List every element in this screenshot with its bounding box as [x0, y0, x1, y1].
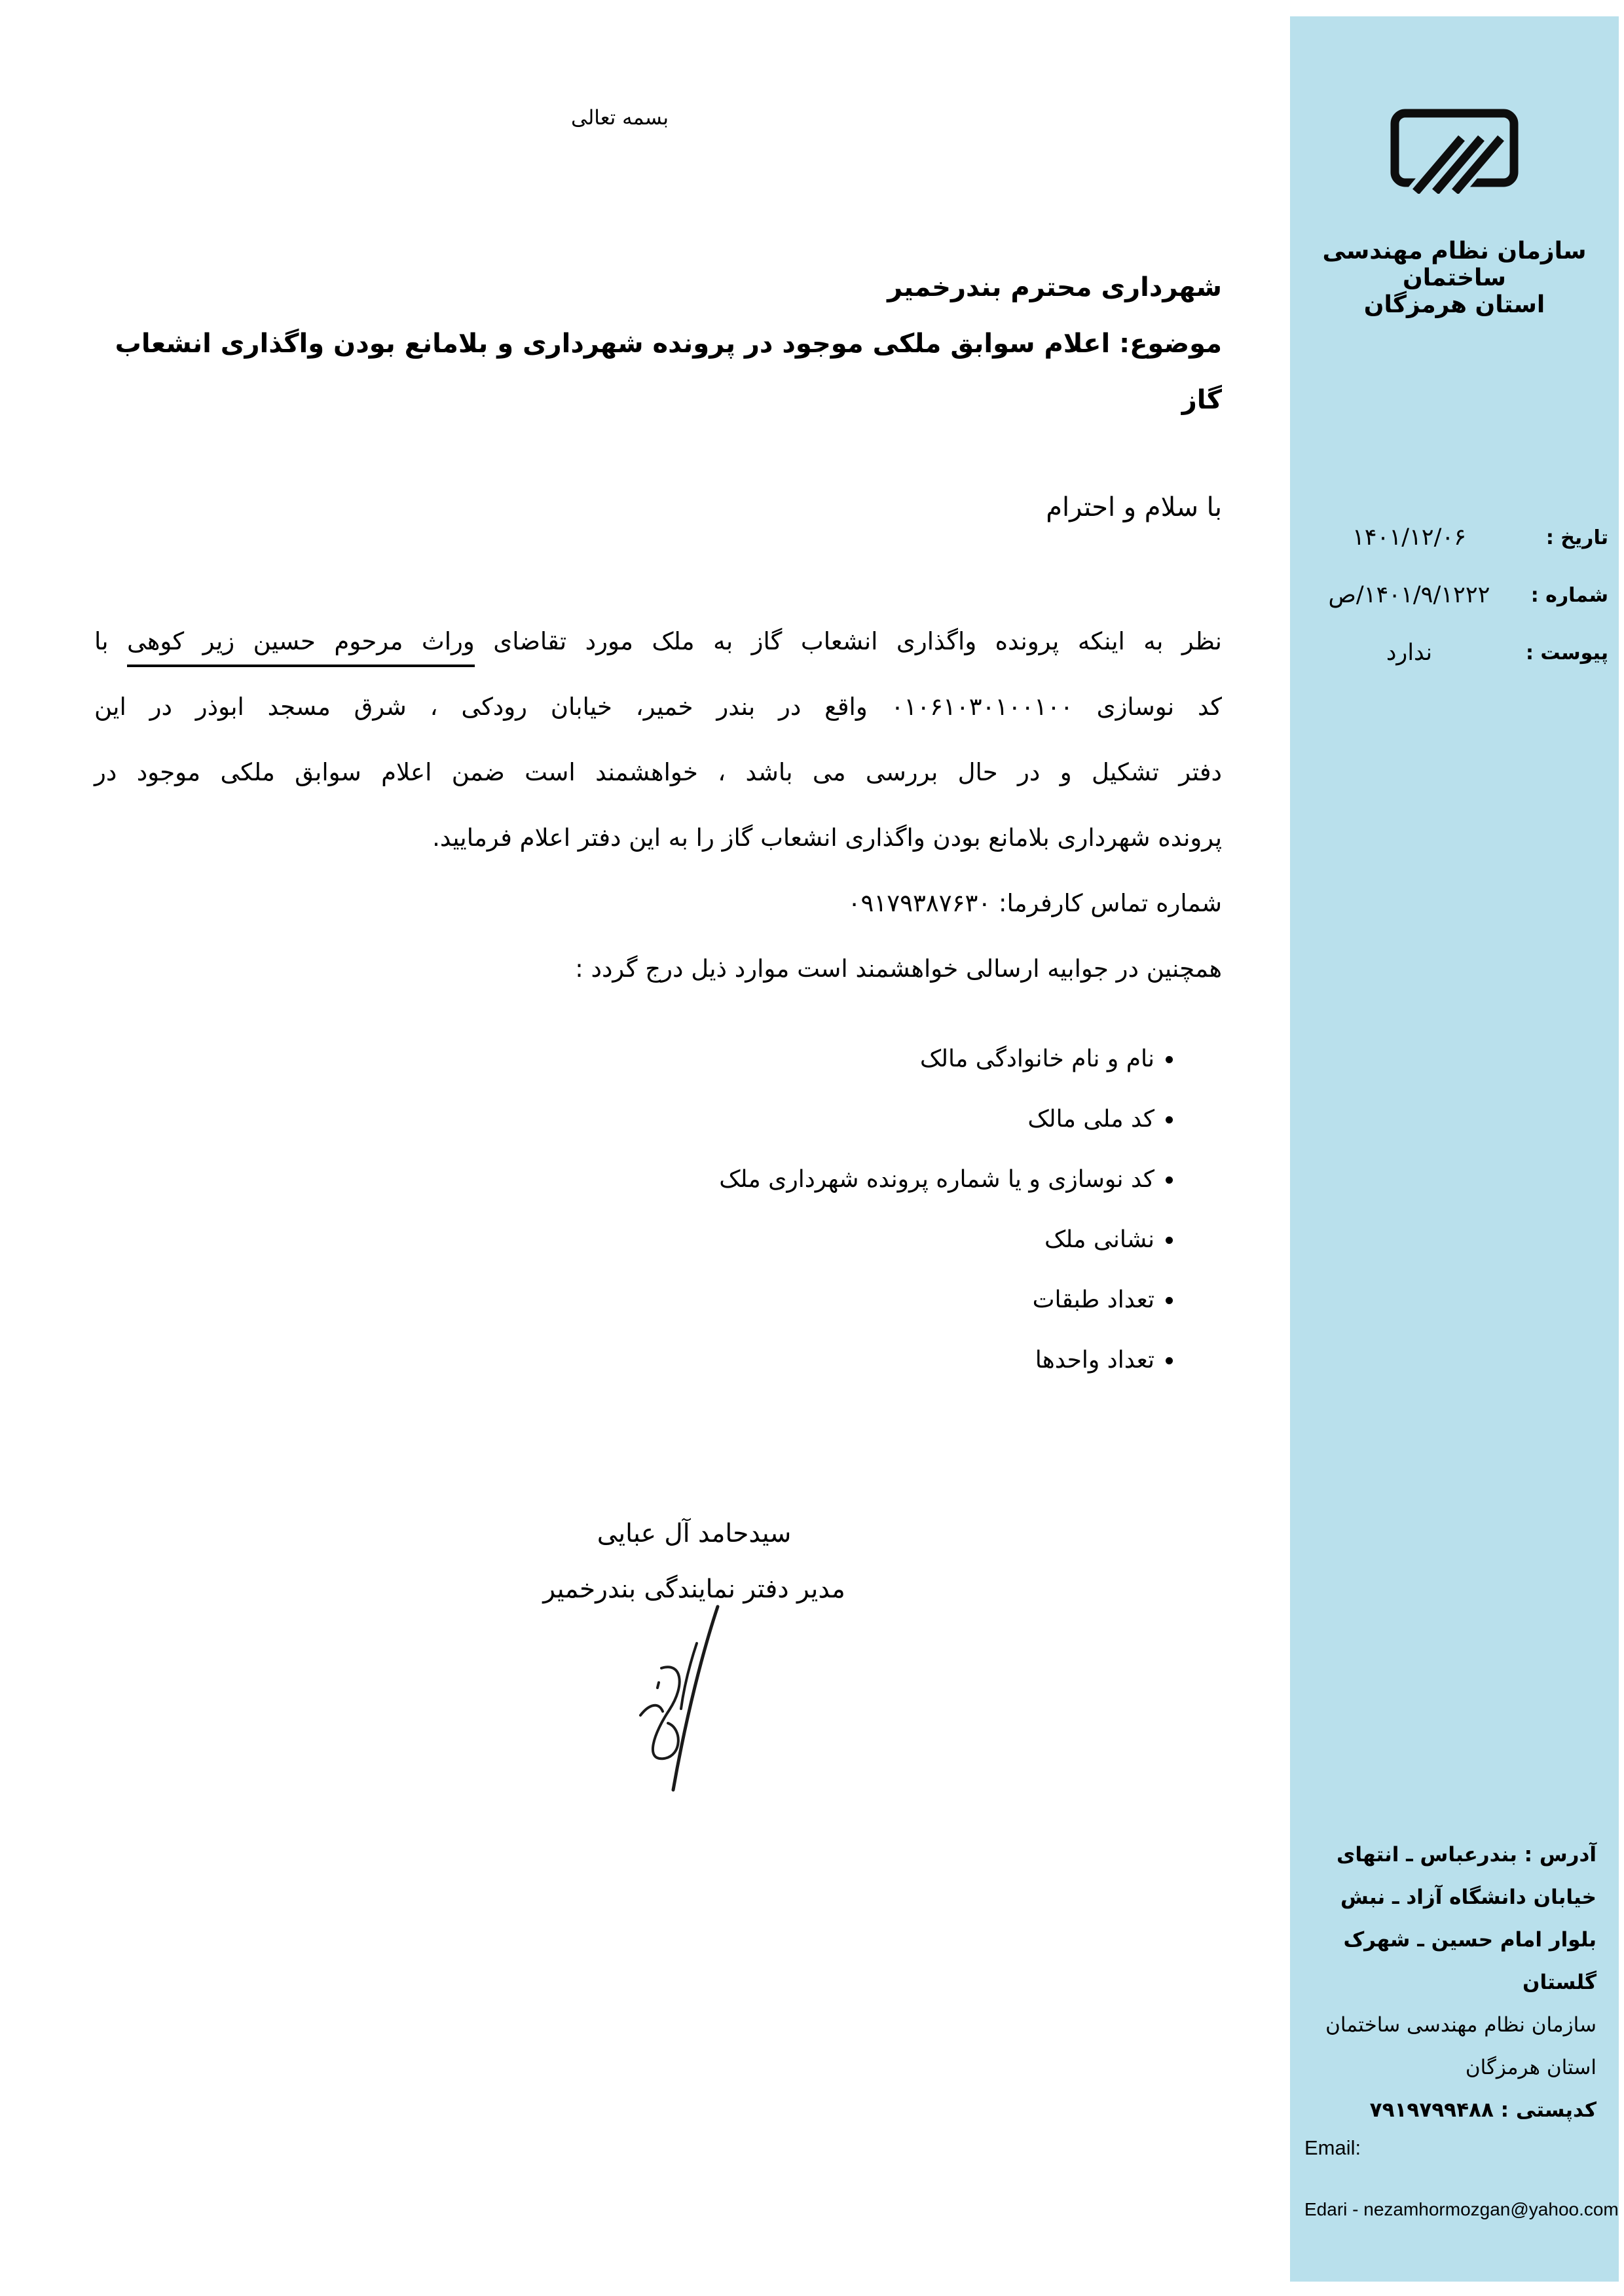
signatory-name: سیدحامد آل عبایی: [597, 1519, 792, 1548]
number-row: [1290, 566, 1619, 624]
letter-meta-fields: [1290, 509, 1619, 682]
bismillah-text: بسمه تعالی: [571, 106, 669, 130]
required-items-list: [719, 1029, 1162, 1391]
subject-line-continued: گاز: [1181, 385, 1222, 415]
address-line: خیابان دانشگاه آزاد ـ نبش: [1340, 1886, 1596, 1909]
attachment-value: ندارد: [1386, 640, 1433, 666]
email-address: Edari - nezamhormozgan@yahoo.com: [1304, 2199, 1619, 2219]
handwritten-signature: [621, 1604, 732, 1796]
number-label: شماره :: [1530, 583, 1608, 607]
reply-request-line: همچنین در جوابیه ارسالی خواهشمند است موارد ذیل درج گردد :: [575, 955, 1222, 983]
date-row: [1290, 509, 1619, 566]
attachment-row: [1290, 624, 1619, 682]
recipient-line: شهرداری محترم بندرخمیر: [887, 272, 1222, 302]
letter-header: [69, 259, 1222, 428]
body-line-1-suffix: با: [94, 627, 128, 655]
address-line: آدرس : بندرعباس ـ انتهای: [1336, 1843, 1596, 1867]
address-line: بلوار امام حسین ـ شهرک: [1343, 1928, 1596, 1952]
date-value: ۱۴۰۱/۱۲/۰۶: [1352, 524, 1466, 551]
body-line-1-prefix: نظر به اینکه پرونده واگذاری انشعاب گاز به ملک مورد تقاضای: [474, 627, 1222, 655]
letterhead-sidebar: [1290, 16, 1619, 2282]
list-item: • تعداد طبقات: [719, 1270, 1154, 1330]
body-line-3: دفتر تشکیل و در حال بررسی می باشد ، خواهشمند است ضمن اعلام سوابق ملکی موجود در: [94, 758, 1222, 786]
body-line-4: پرونده شهرداری بلامانع بودن واگذاری انشعاب گاز را به این دفتر اعلام فرمایید.: [432, 824, 1222, 852]
organization-address: [1299, 1834, 1596, 2132]
list-item: • نشانی ملک: [719, 1210, 1154, 1270]
list-item: • نام و نام خانوادگی مالک: [719, 1029, 1154, 1089]
list-item: • کد نوسازی و یا شماره پرونده شهرداری ملک: [719, 1150, 1154, 1210]
letter-body: [94, 609, 1222, 1002]
postal-code-line: کدپستی : ۷۹۱۹۷۹۹۴۸۸: [1369, 2098, 1596, 2122]
attachment-label: پیوست :: [1525, 641, 1608, 665]
organization-province: استان هرمزگان: [1363, 291, 1545, 318]
number-value: ۱۴۰۱/۹/۱۲۲۲/ص: [1328, 582, 1490, 608]
email-label: Email:: [1304, 2136, 1361, 2159]
organization-name: سازمان نظام مهندسی ساختمان: [1322, 238, 1587, 291]
address-line: استان هرمزگان: [1465, 2056, 1596, 2079]
employer-phone-line: شماره تماس کارفرما: ۰۹۱۷۹۳۸۷۶۳۰: [847, 889, 1222, 917]
body-line-2: کد نوسازی ۰۱۰۶۱۰۳۰۱۰۰۱۰۰ واقع در بندر خمیر، خیابان رودکی ، شرق مسجد ابوذر در این: [94, 693, 1222, 721]
signatory-title: مدیر دفتر نمایندگی بندرخمیر: [543, 1575, 845, 1604]
organization-logo-icon: [1386, 105, 1523, 196]
list-item: • تعداد واحدها: [719, 1330, 1154, 1391]
address-line: گلستان: [1522, 1971, 1596, 1994]
address-line: سازمان نظام مهندسی ساختمان: [1325, 2013, 1596, 2037]
date-label: تاریخ :: [1545, 526, 1608, 549]
signature-block: [432, 1506, 956, 1617]
salutation-line: با سلام و احترام: [1046, 492, 1222, 522]
subject-line: موضوع: اعلام سوابق ملکی موجود در پرونده شهرداری و بلامانع بودن واگذاری انشعاب: [115, 329, 1222, 359]
body-line-1: [94, 609, 1222, 674]
underlined-heirs-phrase: وراث مرحوم حسین زیر کوهی: [127, 627, 475, 667]
list-item: • کد ملی مالک: [719, 1089, 1154, 1150]
